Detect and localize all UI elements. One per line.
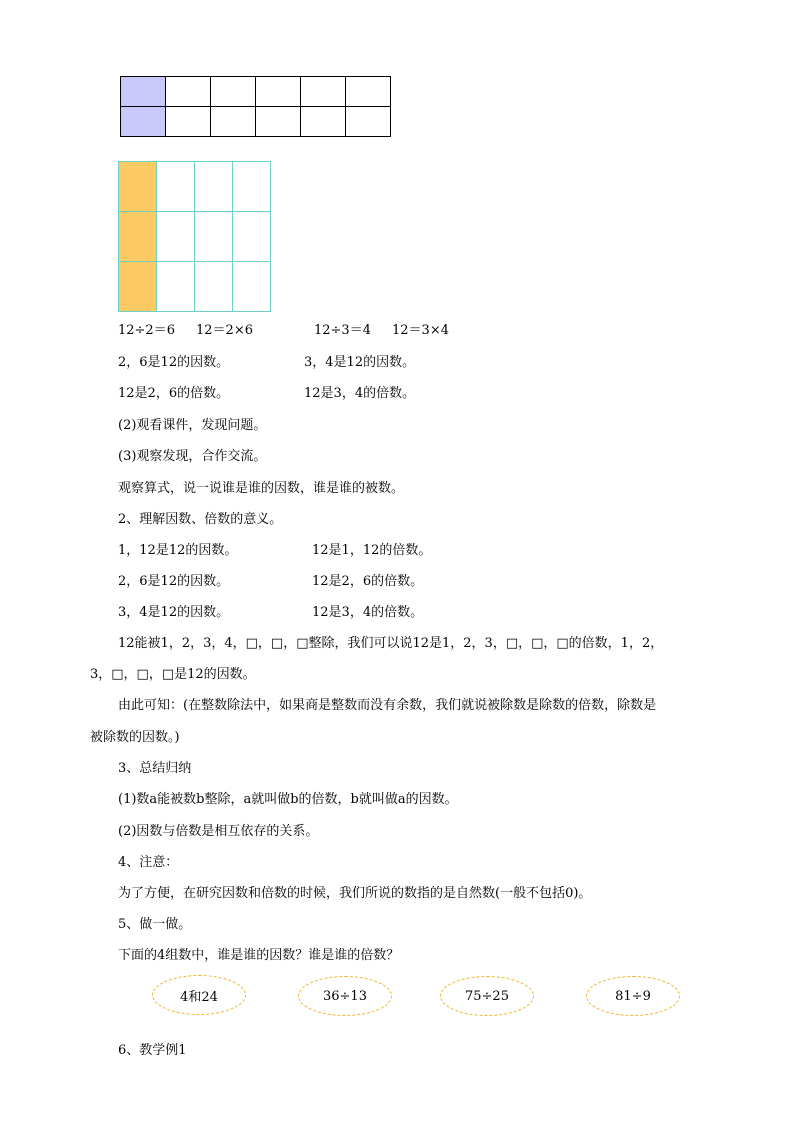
grid-cell [157,162,195,212]
multiple-line-2-6: 12是2，6的倍数。 [118,386,230,401]
row1-factor: 1，12是12的因数。 [118,543,238,558]
section-6-heading: 6、教学例1 [118,1043,187,1058]
question-text: 下面的4组数中，谁是谁的因数？谁是谁的倍数？ [118,948,400,963]
grid-cell [166,107,211,137]
note-text: 为了方便，在研究因数和倍数的时候，我们所说的数指的是自然数(一般不包括0)。 [118,886,592,901]
grid-cell [256,107,301,137]
grid-cell [233,212,271,262]
grid-cell [346,107,391,137]
multiple-line-3-4: 12是3，4的倍数。 [304,386,416,401]
grid-cell [211,107,256,137]
conclusion-line-1: 由此可知：(在整数除法中，如果商是整数而没有余数，我们就说被除数是除数的倍数，除数是 [118,698,657,713]
row3-factor: 3，4是12的因数。 [118,605,230,620]
grid-cell-filled [119,162,157,212]
factor-line-2-6: 2，6是12的因数。 [118,355,230,370]
section-2-heading: 2、理解因数、倍数的意义。 [118,512,283,527]
summary-2: (2)因数与倍数是相互依存的关系。 [118,824,319,839]
grid-3x4 [118,161,271,312]
grid-cell [211,77,256,107]
paragraph-line-1: 12能被1，2，3，4，□，□，□整除，我们可以说12是1，2，3，□，□，□的倍数，1，2， [118,636,664,651]
grid-cell [166,77,211,107]
grid-cell [233,262,271,312]
row2-multiple: 12是2，6的倍数。 [312,574,424,589]
grid-cell [346,77,391,107]
factor-line-3-4: 3，4是12的因数。 [304,355,416,370]
grid-cell [157,262,195,312]
grid-cell-filled [119,212,157,262]
row3-multiple: 12是3，4的倍数。 [312,605,424,620]
oval-option-4: 81÷9 [586,976,680,1016]
summary-1: (1)数a能被数b整除，a就叫做b的倍数，b就叫做a的因数。 [118,792,458,807]
grid-cell-filled [121,77,166,107]
section-5-heading: 5、做一做。 [118,917,192,932]
row2-factor: 2，6是12的因数。 [118,574,230,589]
oval-option-1: 4和24 [152,975,246,1015]
step-3: (3)观察发现，合作交流。 [118,449,267,464]
section-3-heading: 3、总结归纳 [118,761,192,776]
grid-cell [195,162,233,212]
section-4-heading: 4、注意： [118,855,179,870]
grid-cell [195,212,233,262]
equation-12-div-2: 12÷2＝6 [118,323,175,338]
grid-cell [157,212,195,262]
step-2: (2)观看课件，发现问题。 [118,418,267,433]
grid-cell-filled [121,107,166,137]
oval-option-3: 75÷25 [440,976,534,1016]
grid-cell [256,77,301,107]
paragraph-line-2: 3，□，□，□是12的因数。 [90,667,256,682]
equation-12-eq-2x6: 12＝2×6 [196,323,253,338]
conclusion-line-2: 被除数的因数。) [90,730,180,745]
row1-multiple: 12是1，12的倍数。 [312,543,432,558]
grid-2x6 [120,76,391,137]
grid-cell-filled [119,262,157,312]
grid-cell [301,77,346,107]
grid-cell [233,162,271,212]
equation-12-eq-3x4: 12＝3×4 [392,323,449,338]
oval-option-2: 36÷13 [298,976,392,1016]
observe-text: 观察算式，说一说谁是谁的因数，谁是谁的被数。 [118,481,405,496]
grid-cell [195,262,233,312]
grid-cell [301,107,346,137]
equation-12-div-3: 12÷3＝4 [314,323,371,338]
